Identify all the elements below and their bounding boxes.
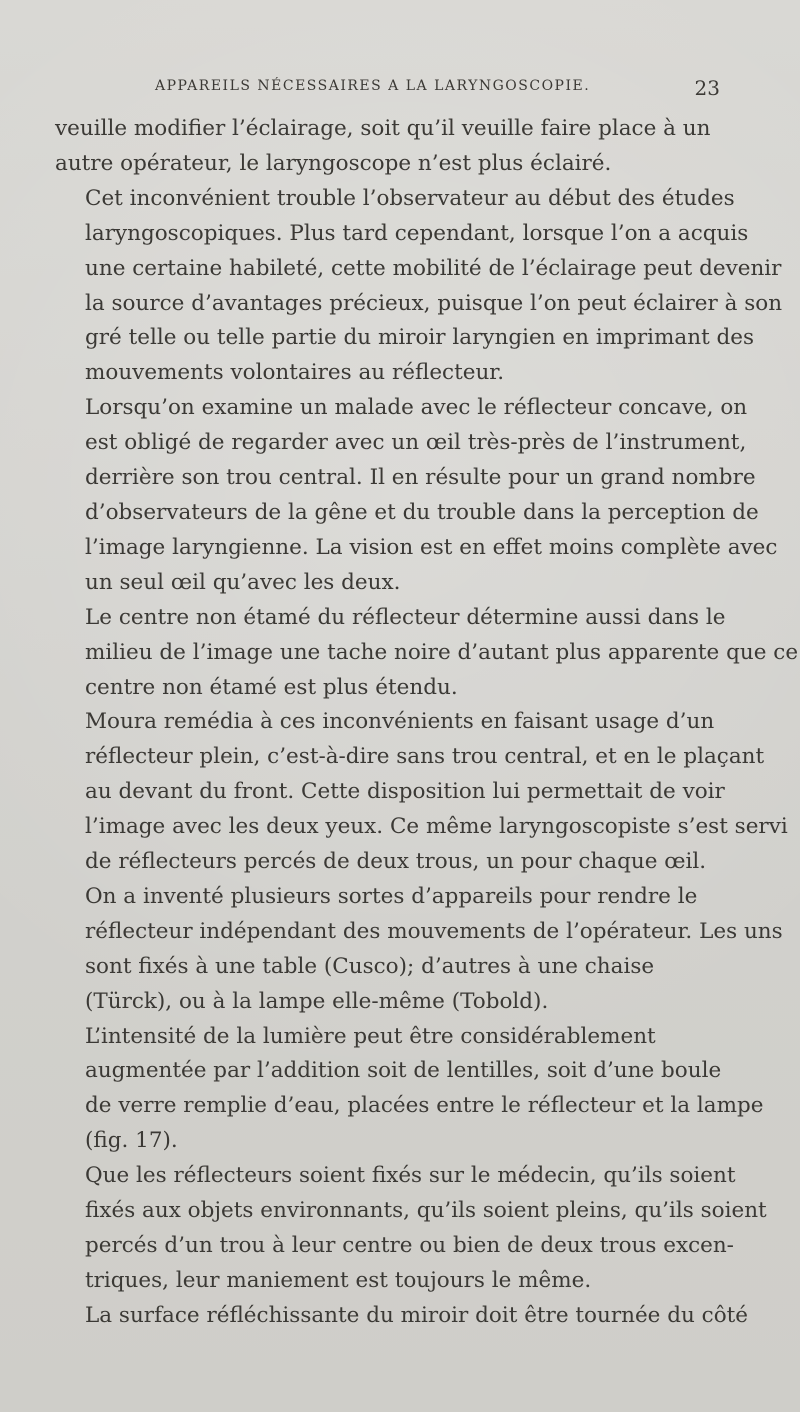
text-line: au devant du front. Cette disposition lui permettait de voir xyxy=(85,779,725,805)
text-line: réflecteur indépendant des mouvements de l’opérateur. Les uns xyxy=(85,918,783,944)
text-line: veuille modifier l’éclairage, soit qu’il veuille faire place à un xyxy=(55,116,711,141)
paragraph-4 xyxy=(55,601,799,706)
text-line: milieu de l’image une tache noire d’autant plus apparente que ce xyxy=(85,639,799,665)
paragraph-2 xyxy=(55,182,783,391)
running-title: APPAREILS NÉCESSAIRES A LA LARYNGOSCOPIE. xyxy=(155,78,591,94)
text-line: triques, leur maniement est toujours le même. xyxy=(85,1267,592,1293)
text-line: mouvements volontaires au réflecteur. xyxy=(85,360,505,386)
text-line: réflecteur plein, c’est-à-dire sans trou central, et en le plaçant xyxy=(85,744,765,770)
text-line: la source d’avantages précieux, puisque l’on peut éclairer à son xyxy=(85,290,783,316)
text-line: d’observateurs de la gêne et du trouble dans la perception de xyxy=(85,499,759,525)
text-line: derrière son trou central. Il en résulte pour un grand nombre xyxy=(85,465,756,491)
paragraph-1 xyxy=(55,112,735,182)
text-line: fixés aux objets environnants, qu’ils soient pleins, qu’ils soient xyxy=(85,1198,767,1224)
paragraph-9 xyxy=(55,1299,749,1334)
text-line: La surface réfléchissante du miroir doit être tournée du côté xyxy=(85,1302,749,1328)
text-line: percés d’un trou à leur centre ou bien de deux trous excen- xyxy=(85,1233,734,1258)
text-line: l’image avec les deux yeux. Ce même laryngoscopiste s’est servi xyxy=(85,814,788,840)
text-line: de verre remplie d’eau, placées entre le réflecteur et la lampe xyxy=(85,1093,764,1119)
text-line: augmentée par l’addition soit de lentilles, soit d’une boule xyxy=(85,1058,722,1084)
text-line: une certaine habileté, cette mobilité de l’éclairage peut devenir xyxy=(85,255,782,281)
text-line: Lorsqu’on examine un malade avec le réflecteur concave, on xyxy=(85,395,748,421)
page-number: 23 xyxy=(694,76,720,100)
text-line: On a inventé plusieurs sortes d’appareils pour rendre le xyxy=(85,883,698,909)
paragraph-6 xyxy=(55,880,783,1020)
text-line: Moura remédia à ces inconvénients en faisant usage d’un xyxy=(85,709,715,735)
text-line: sont fixés à une table (Cusco); d’autres à une chaise xyxy=(85,953,655,979)
text-line: gré telle ou telle partie du miroir laryngien en imprimant des xyxy=(85,325,755,351)
text-line: autre opérateur, le laryngoscope n’est plus éclairé. xyxy=(55,150,612,176)
paragraph-5 xyxy=(55,705,788,880)
text-line: laryngoscopiques. Plus tard cependant, lorsque l’on a acquis xyxy=(85,220,749,246)
paragraph-7 xyxy=(55,1020,764,1160)
text-line: l’image laryngienne. La vision est en effet moins complète avec xyxy=(85,534,778,560)
text-line: Que les réflecteurs soient fixés sur le médecin, qu’ils soient xyxy=(85,1163,736,1189)
text-line: Cet inconvénient trouble l’observateur au début des études xyxy=(85,185,735,211)
text-line: Le centre non étamé du réflecteur détermine aussi dans le xyxy=(85,604,726,630)
paragraph-8 xyxy=(55,1159,767,1299)
text-line: (Türck), ou à la lampe elle-même (Tobold). xyxy=(85,988,549,1014)
body-text xyxy=(55,112,799,1334)
text-line: de réflecteurs percés de deux trous, un pour chaque œil. xyxy=(85,849,707,875)
text-line: un seul œil qu’avec les deux. xyxy=(85,569,401,595)
text-line: est obligé de regarder avec un œil très-près de l’instrument, xyxy=(85,430,747,456)
page-header xyxy=(155,78,730,100)
text-line: centre non étamé est plus étendu. xyxy=(85,674,458,700)
paragraph-3 xyxy=(55,391,778,600)
text-line: (fig. 17). xyxy=(85,1128,178,1154)
text-line: L’intensité de la lumière peut être considérablement xyxy=(85,1023,656,1049)
